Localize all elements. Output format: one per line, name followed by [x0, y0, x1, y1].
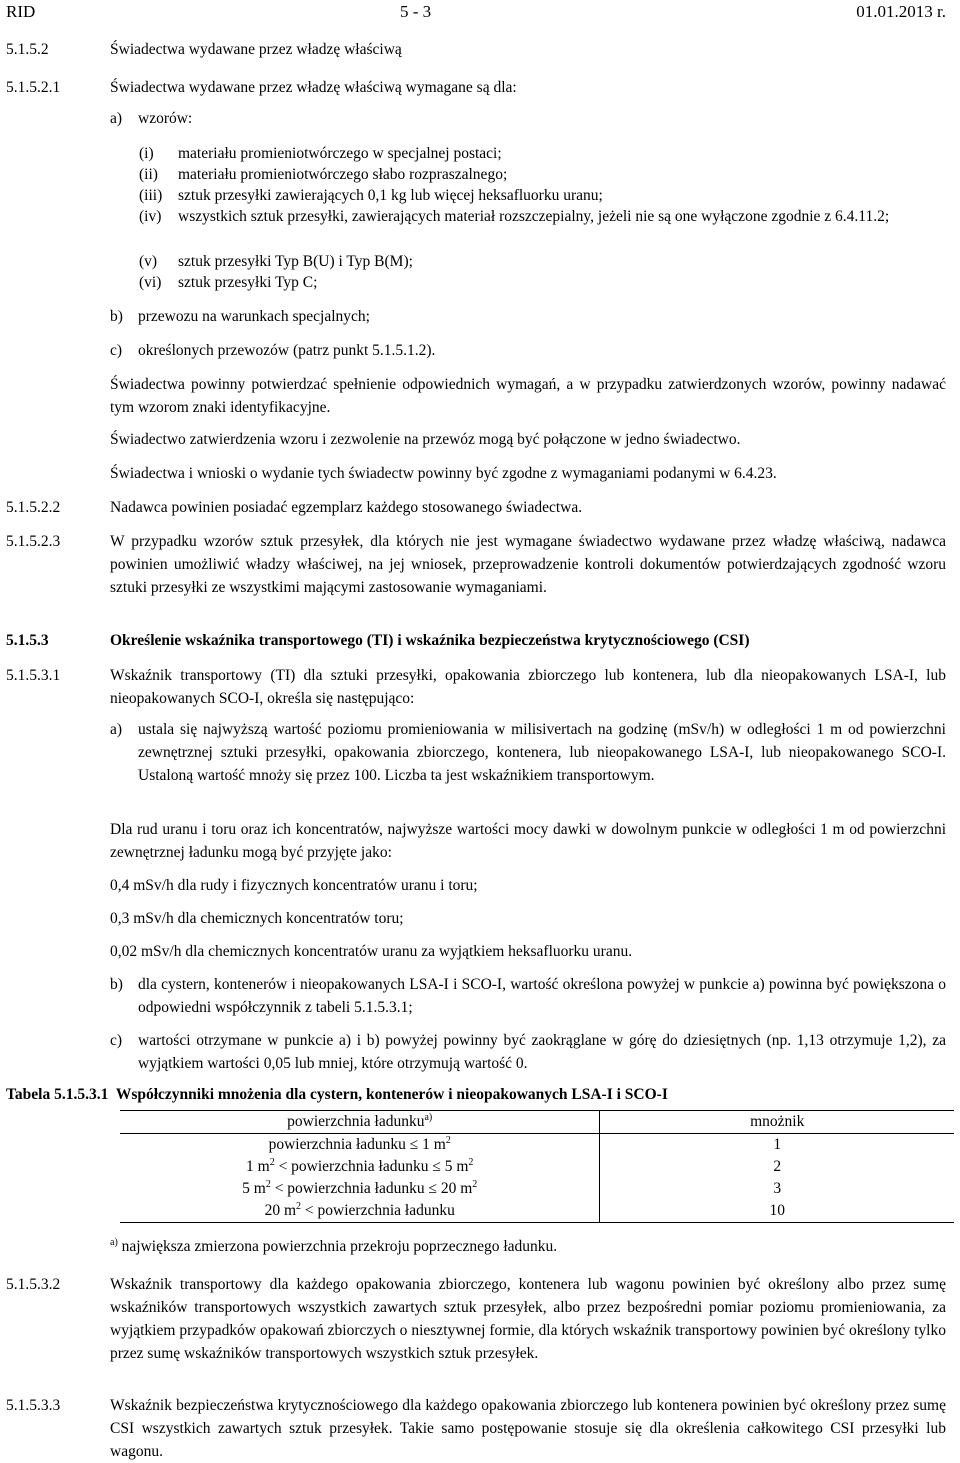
- paragraph: W przypadku wzorów sztuk przesyłek, dla których nie jest wymagane świadectwo wydawane przez władzę właściwą, nadawca powinien umożliwić władzy właściwej, na jej wniosek, przeprowadzenie kontroli dokumentów potwierdzających zgodność wzoru sztuki przesyłki ze wszystkimi mającymi zastosowanie wymaganiami.: [110, 533, 946, 596]
- table-header-row: [120, 1111, 954, 1134]
- paragraph: Świadectwo zatwierdzenia wzoru i zezwolenie na przewóz mogą być połączone w jedno świadectwo.: [110, 431, 741, 448]
- list-text: dla cystern, kontenerów i nieopakowanych LSA-I i SCO-I, wartość określona powyżej w punkcie a) powinna być powiększona o odpowiedni współczynnik z tabeli 5.1.5.3.1;: [138, 976, 946, 1016]
- section-number: 5.1.5.2: [6, 41, 49, 58]
- header-text: powierzchnia ładunku: [287, 1113, 425, 1130]
- section-number: 5.1.5.2.3: [6, 533, 61, 550]
- list-label: c): [110, 342, 123, 359]
- paragraph: Wskaźnik bezpieczeństwa krytycznościowego dla każdego opakowania zbiorczego lub kontenera powinien być określony przez sumę CSI wszystkich zawartych sztuk przesyłek. Takie samo postępowanie stosuje się dla określenia całkowitego CSI przesyłki lub wagonu.: [110, 1397, 946, 1460]
- cell-text: 1 m: [246, 1158, 270, 1175]
- section-title: Świadectwa wydawane przez władzę właściwą: [110, 41, 402, 58]
- paragraph: Wskaźnik transportowy dla każdego opakowania zbiorczego, kontenera lub wagonu powinien być określony albo przez sumę wskaźników transportowych wszystkich zawartych sztuk przesyłek, albo przez bezpośredni pomiar poziomu promieniowania, za wyjątkiem przypadków opakowań zbiorczych o niesztywnej formie, dla których wskaźnik transportowy powinien być określony tylko przez sumę wskaźników transportowych wszystkich sztuk przesyłek.: [110, 1276, 946, 1362]
- table-row: [120, 1200, 954, 1223]
- header-left: RID: [6, 2, 36, 21]
- table-cell: 2: [773, 1158, 782, 1175]
- table-cell: 10: [769, 1202, 785, 1219]
- superscript: 2: [269, 1156, 275, 1168]
- table-footnote: [110, 1235, 557, 1258]
- table-cell: [120, 1178, 600, 1200]
- header-page-number: 5 - 3: [400, 2, 432, 21]
- cell-text: < powierzchnia ładunku ≤ 20 m: [270, 1180, 473, 1197]
- list-text: wartości otrzymane w punkcie a) i b) powyżej powinny być zaokrąglane w górę do dziesiętnych (np. 1,13 otrzymuje 1,2), za wyjątkiem wartości 0,05 lub mniej, które otrzymują wartość 0.: [138, 1032, 946, 1072]
- list-label: (vi): [139, 274, 162, 291]
- table-row: [120, 1134, 954, 1157]
- table-cell: [120, 1200, 600, 1223]
- superscript: 2: [468, 1156, 474, 1168]
- list-text: sztuk przesyłki zawierających 0,1 kg lub więcej heksafluorku uranu;: [178, 187, 603, 204]
- footnote-ref: a): [424, 1111, 433, 1123]
- paragraph: Świadectwa wydawane przez władzę właściwą wymagane są dla:: [110, 79, 517, 96]
- cell-text: 20 m: [264, 1202, 297, 1219]
- table-header-cell: mnożnik: [600, 1111, 954, 1134]
- list-text: przewozu na warunkach specjalnych;: [138, 308, 370, 325]
- page-header: [6, 0, 946, 22]
- list-label: c): [110, 1032, 123, 1049]
- section-title: Określenie wskaźnika transportowego (TI) i wskaźnika bezpieczeństwa krytycznościowego (CSI): [110, 632, 750, 649]
- list-label: b): [110, 976, 123, 993]
- table-cell: 1: [773, 1136, 782, 1153]
- coefficient-table: [120, 1110, 954, 1223]
- list-text: określonych przewozów (patrz punkt 5.1.5.1.2).: [138, 342, 436, 359]
- superscript: 2: [265, 1178, 271, 1190]
- list-label: a): [110, 721, 123, 738]
- list-text: materiału promieniotwórczego w specjalnej postaci;: [178, 145, 502, 162]
- list-label: (ii): [139, 166, 158, 183]
- list-text: sztuk przesyłki Typ B(U) i Typ B(M);: [178, 253, 413, 270]
- section-number: 5.1.5.2.1: [6, 79, 61, 96]
- section-number: 5.1.5.3: [6, 632, 49, 649]
- table-cell: 3: [773, 1180, 782, 1197]
- cell-text: < powierzchnia ładunku ≤ 5 m: [274, 1158, 469, 1175]
- paragraph: Nadawca powinien posiadać egzemplarz każdego stosowanego świadectwa.: [110, 499, 583, 516]
- superscript: 2: [472, 1178, 478, 1190]
- list-text: materiału promieniotwórczego słabo rozpraszalnego;: [178, 166, 508, 183]
- section-number: 5.1.5.2.2: [6, 499, 61, 516]
- header-date: 01.01.2013 r.: [856, 2, 946, 21]
- superscript: 2: [445, 1134, 451, 1146]
- section-number: 5.1.5.3.2: [6, 1276, 61, 1293]
- list-label: (iii): [139, 187, 163, 204]
- cell-text: 5 m: [242, 1180, 266, 1197]
- footnote-text: największa zmierzona powierzchnia przekroju poprzecznego ładunku.: [121, 1238, 558, 1255]
- superscript: 2: [296, 1200, 302, 1212]
- list-text: wszystkich sztuk przesyłki, zawierających materiał rozszczepialny, jeżeli nie są one wyłączone zgodnie z 6.4.11.2;: [178, 208, 890, 225]
- cell-text: < powierzchnia ładunku: [301, 1202, 455, 1219]
- table-header-cell: [120, 1111, 600, 1134]
- cell-text: powierzchnia ładunku ≤ 1 m: [268, 1136, 446, 1153]
- section-number: 5.1.5.3.3: [6, 1397, 61, 1414]
- paragraph: Świadectwa powinny potwierdzać spełnienie odpowiednich wymagań, a w przypadku zatwierdzonych wzorów, powinny nadawać tym wzorom znaki identyfikacyjne.: [110, 376, 946, 416]
- list-label: (i): [139, 145, 154, 162]
- footnote-mark: a): [110, 1236, 118, 1248]
- list-label: (v): [139, 253, 158, 270]
- table-caption: Tabela 5.1.5.3.1 Współczynniki mnożenia dla cystern, kontenerów i nieopakowanych LSA-I i SCO-I: [6, 1086, 668, 1103]
- section-number: 5.1.5.3.1: [6, 667, 61, 684]
- table-cell: [120, 1156, 600, 1178]
- paragraph: Wskaźnik transportowy (TI) dla sztuki przesyłki, opakowania zbiorczego lub kontenera, lub dla nieopakowanych LSA-I, lub nieopakowanych SCO-I, określa się następująco:: [110, 667, 946, 707]
- list-text: wzorów:: [138, 110, 193, 127]
- list-label: a): [110, 110, 123, 127]
- paragraph: 0,02 mSv/h dla chemicznych koncentratów uranu za wyjątkiem heksafluorku uranu.: [110, 943, 633, 960]
- paragraph: 0,3 mSv/h dla chemicznych koncentratów toru;: [110, 910, 404, 927]
- table-row: [120, 1156, 954, 1178]
- list-text: ustala się najwyższą wartość poziomu promieniowania w milisivertach na godzinę (mSv/h) w odległości 1 m od powierzchni zewnętrznej sztuki przesyłki, opakowania zbiorczego, kontenera, lub nieopakowanego LSA-I, lub nieopakowanego SCO-I. Ustaloną wartość mnoży się przez 100. Liczba ta jest wskaźnikiem transportowym.: [138, 721, 946, 784]
- paragraph: Dla rud uranu i toru oraz ich koncentratów, najwyższe wartości mocy dawki w dowolnym punkcie w odległości 1 m od powierzchni zewnętrznej ładunku mogą być przyjęte jako:: [110, 821, 946, 861]
- table-row: [120, 1178, 954, 1200]
- list-label: (iv): [139, 208, 162, 225]
- list-text: sztuk przesyłki Typ C;: [178, 274, 318, 291]
- paragraph: 0,4 mSv/h dla rudy i fizycznych koncentratów uranu i toru;: [110, 877, 478, 894]
- paragraph: Świadectwa i wnioski o wydanie tych świadectw powinny być zgodne z wymaganiami podanymi w 6.4.23.: [110, 465, 777, 482]
- list-label: b): [110, 308, 123, 325]
- table-cell: [120, 1134, 600, 1157]
